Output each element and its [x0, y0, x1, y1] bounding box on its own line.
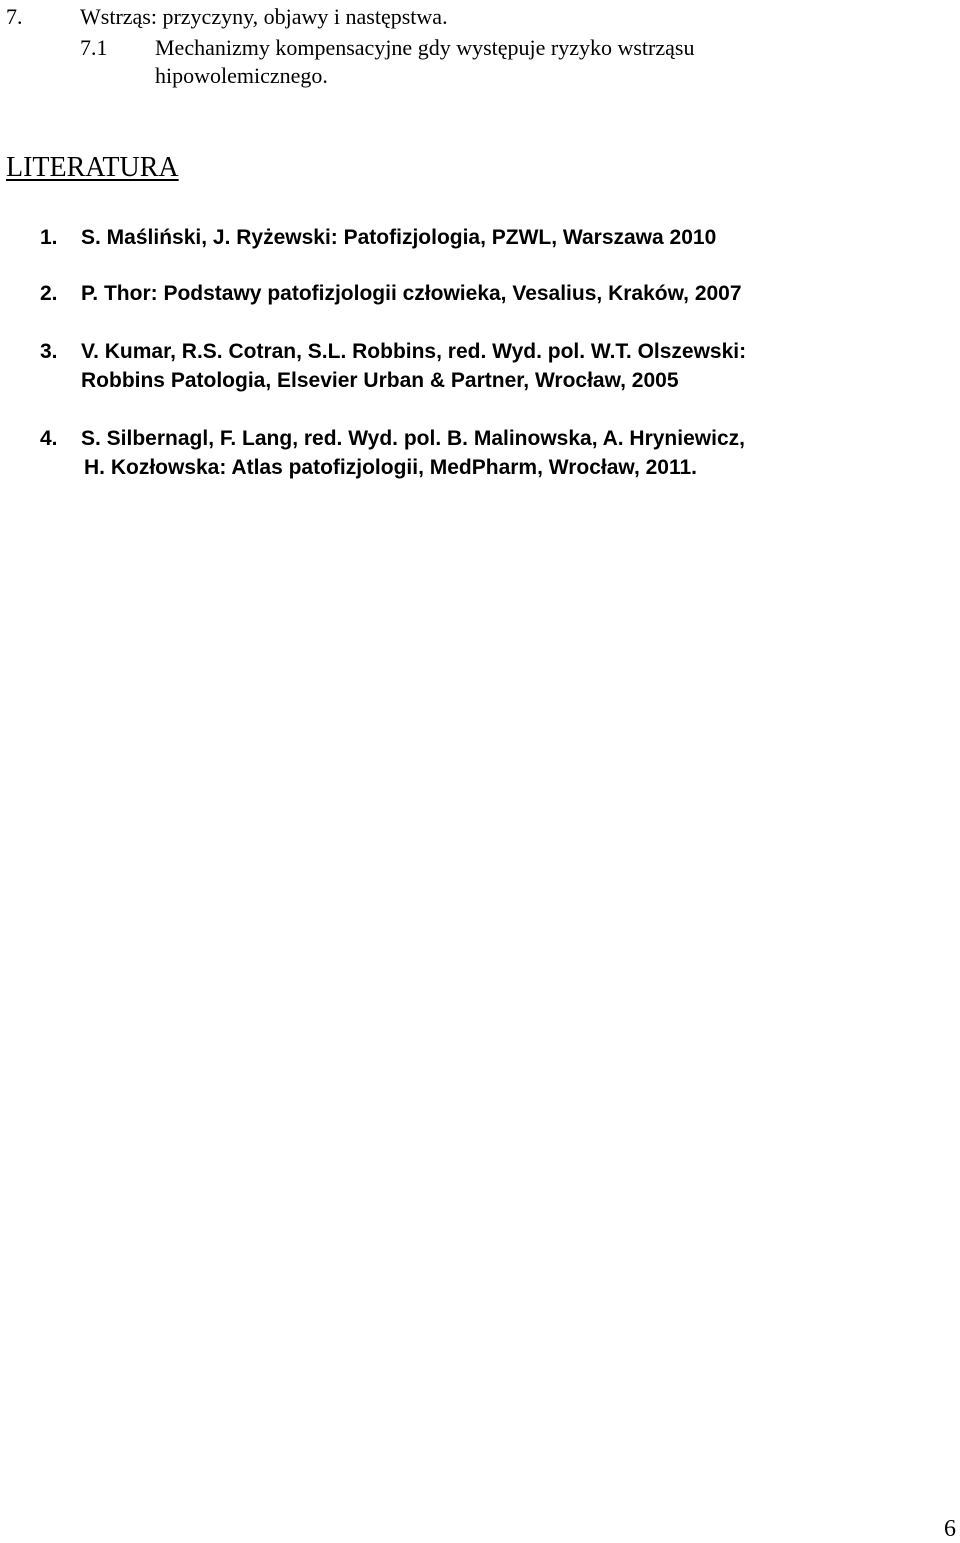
reference-line: S. Maśliński, J. Ryżewski: Patofizjologia, PZWL, Warszawa 2010: [81, 226, 717, 249]
reference-number: 2.: [40, 282, 58, 305]
reference-number: 1.: [40, 226, 58, 249]
reference-line: V. Kumar, R.S. Cotran, S.L. Robbins, red. Wyd. pol. W.T. Olszewski:: [81, 340, 747, 363]
reference-line: P. Thor: Podstawy patofizjologii człowieka, Vesalius, Kraków, 2007: [81, 282, 742, 305]
reference-number: 4.: [40, 427, 58, 450]
heading-item-text: Wstrząs: przyczyny, objawy i następstwa.: [80, 4, 448, 29]
reference-line: S. Silbernagl, F. Lang, red. Wyd. pol. B. Malinowska, A. Hryniewicz,: [81, 427, 745, 450]
heading-subitem-number: 7.1: [80, 35, 108, 60]
reference-line: H. Kozłowska: Atlas patofizjologii, MedPharm, Wrocław, 2011.: [84, 456, 698, 479]
page-number: 6: [944, 1516, 956, 1542]
reference-line: Robbins Patologia, Elsevier Urban & Partner, Wrocław, 2005: [81, 369, 679, 392]
heading-subitem-line-2: hipowolemicznego.: [155, 63, 328, 88]
heading-item-number: 7.: [6, 4, 23, 29]
literature-title: LITERATURA: [6, 152, 179, 183]
heading-subitem-line-1: Mechanizmy kompensacyjne gdy występuje ryzyko wstrząsu: [155, 35, 695, 60]
reference-number: 3.: [40, 340, 58, 363]
